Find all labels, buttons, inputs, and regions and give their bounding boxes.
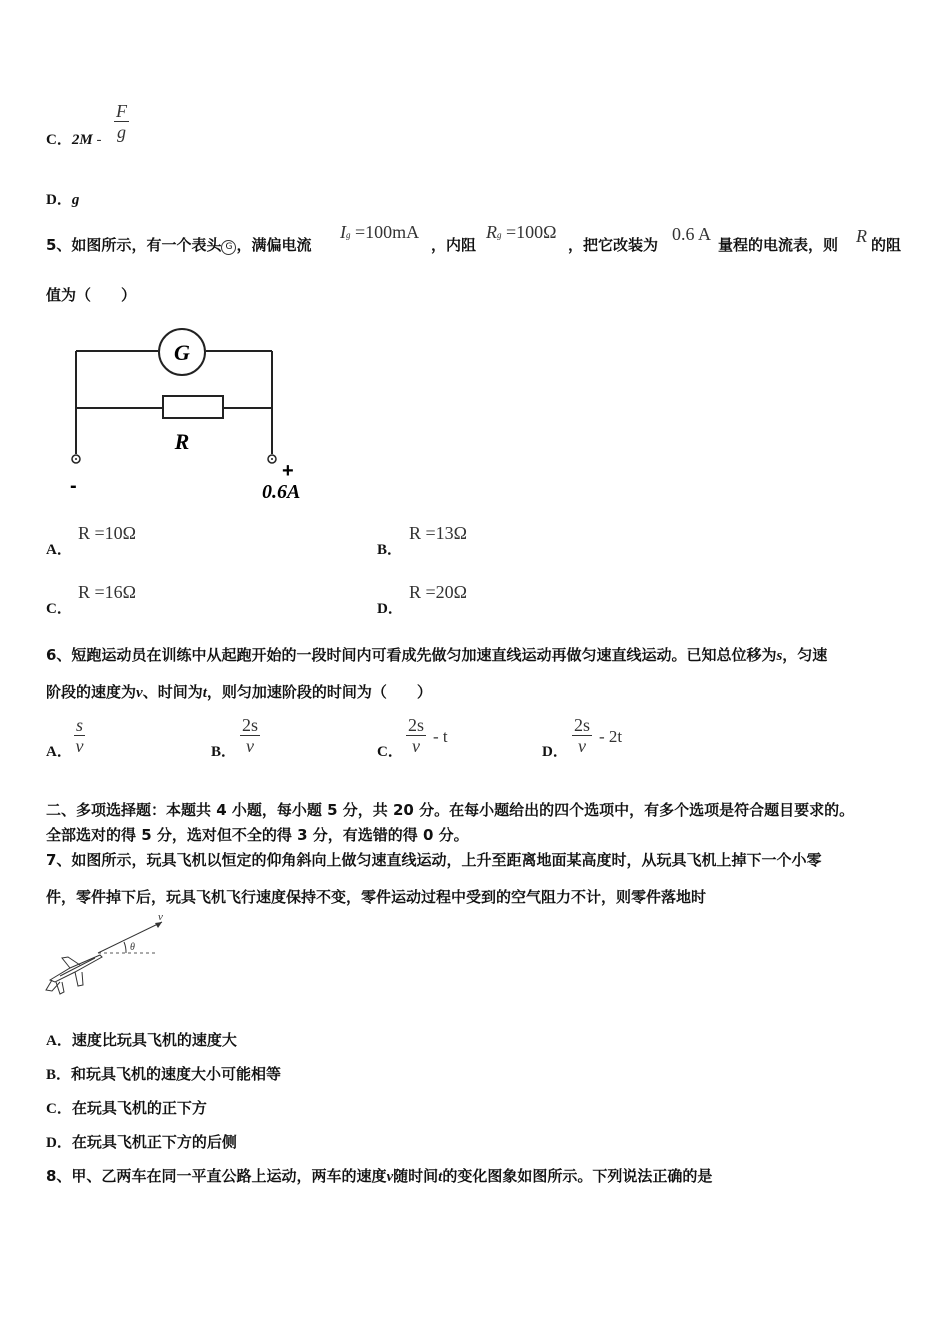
q8-v: v xyxy=(386,1169,394,1185)
q5-r-symbol: R xyxy=(856,226,867,246)
q6-line2-a: 阶段的速度为 xyxy=(46,683,137,701)
q6-option-b-fraction xyxy=(240,715,260,756)
q6-option-c-tail: - t xyxy=(433,727,448,746)
q4-option-d xyxy=(46,188,79,209)
q4-option-c-fraction xyxy=(114,101,129,142)
q6-option-a-label: A． xyxy=(46,744,72,760)
q6-option-d-num: 2s xyxy=(574,715,591,735)
q5-ig-sub: g xyxy=(346,230,351,240)
q4-option-c xyxy=(46,128,101,149)
minus-sign: - xyxy=(70,475,77,497)
q5-rg-symbol: R xyxy=(486,222,497,242)
q6-t: t xyxy=(202,685,207,701)
q7-option-c-text: 在玩具飞机的正下方 xyxy=(71,1099,207,1117)
q6-option-c-label: C． xyxy=(377,744,403,760)
q4-option-d-val: g xyxy=(71,192,80,208)
q5-option-b-label: B． xyxy=(377,542,403,558)
q6-line2-b: 、时间为 xyxy=(142,683,203,701)
q7-option-a-label: A． xyxy=(46,1033,72,1049)
resistor-box xyxy=(163,396,223,418)
q5-text-f: 的阻 xyxy=(871,236,902,254)
q5-ig-expr xyxy=(340,222,419,243)
q7-option-b xyxy=(46,1063,281,1084)
q5-option-c-expr: R =16Ω xyxy=(78,582,137,602)
resistor-label: R xyxy=(174,429,190,454)
q4-option-c-label: C． xyxy=(46,132,72,148)
q7-option-a-text: 速度比玩具飞机的速度大 xyxy=(71,1031,237,1049)
q5-rg-sub: g xyxy=(497,230,502,240)
q6-option-b-den: v xyxy=(246,736,254,756)
q5-option-b-expr: R =13Ω xyxy=(409,523,468,543)
q5-ig-value: =100mA xyxy=(355,222,420,242)
q7-stem-line1: 7、如图所示，玩具飞机以恒定的仰角斜向上做匀速直线运动，上升至距离地面某高度时，从玩具飞机上掉下一个小零 xyxy=(46,851,822,869)
q7-option-b-text: 和玩具飞机的速度大小可能相等 xyxy=(71,1065,282,1083)
range-label: 0.6A xyxy=(262,481,301,503)
galvanometer-label: G xyxy=(174,340,190,365)
q5-option-d-expr: R =20Ω xyxy=(409,582,468,602)
q6-option-b-num: 2s xyxy=(242,715,259,735)
q5-rg-value: =100Ω xyxy=(506,222,557,242)
q7-option-d xyxy=(46,1131,237,1152)
q6-option-d-den: v xyxy=(578,736,586,756)
angle-label: θ xyxy=(130,942,135,953)
q4-option-c-op: - xyxy=(96,132,102,148)
q6-s: s xyxy=(776,648,783,664)
q6-line1-b: ，匀速 xyxy=(782,646,828,664)
q6-option-a-den: v xyxy=(75,736,84,756)
q6-option-d-fraction xyxy=(572,715,592,756)
q6-line2-c: ，则匀加速阶段的时间为（ ） xyxy=(206,683,432,701)
plus-sign: + xyxy=(282,460,294,482)
circuit-diagram xyxy=(60,320,330,510)
q5-stem-line1 xyxy=(46,234,311,255)
q6-line1-a: 6、短跑运动员在训练中从起跑开始的一段时间内可看成先做匀加速直线运动再做匀速直线运动。已知总位移为 xyxy=(46,646,777,664)
q5-option-d-label: D． xyxy=(377,601,403,617)
q4-option-c-den: g xyxy=(117,122,126,142)
q6-option-c-den: v xyxy=(412,736,420,756)
q5-stem-line2: 值为（ ） xyxy=(46,286,137,304)
q6-option-d-label: D． xyxy=(542,744,568,760)
q8-text-b: 随时间 xyxy=(393,1167,439,1185)
q8-text-c: 的变化图象如图所示。下列说法正确的是 xyxy=(442,1167,713,1185)
q7-option-d-text: 在玩具飞机正下方的后侧 xyxy=(71,1133,237,1151)
q5-text-a: 5、如图所示，有一个表头 xyxy=(46,236,222,254)
q6-stem-line2 xyxy=(46,681,432,702)
toy-plane-icon xyxy=(46,955,102,994)
q5-text-b: ，满偏电流 xyxy=(236,236,312,254)
section2-line2: 全部选对的得 5 分，选对但不全的得 3 分，有选错的得 0 分。 xyxy=(46,826,469,844)
q5-text-e: 量程的电流表，则 xyxy=(718,236,839,254)
q5-rg-expr xyxy=(486,222,557,243)
q6-option-c-fraction xyxy=(406,715,426,756)
q5-option-a-label: A． xyxy=(46,542,72,558)
q6-stem-line1 xyxy=(46,644,827,665)
q6-option-a-fraction xyxy=(74,715,85,756)
q4-option-c-coef: 2M xyxy=(71,132,93,148)
q7-option-c xyxy=(46,1097,207,1118)
q6-option-a-num: s xyxy=(76,715,84,735)
q7-stem-line2: 件，零件掉下后，玩具飞机飞行速度保持不变，零件运动过程中受到的空气阻力不计，则零件落地时 xyxy=(46,888,707,906)
velocity-label: v xyxy=(158,911,163,923)
q8-text-a: 8、甲、乙两车在同一平直公路上运动，两车的速度 xyxy=(46,1167,387,1185)
q5-text-d: ，把它改装为 xyxy=(568,236,659,254)
galvanometer-symbol: G xyxy=(221,240,236,255)
q7-option-b-label: B． xyxy=(46,1067,72,1083)
q8-stem xyxy=(46,1165,712,1186)
q8-t: t xyxy=(438,1169,443,1185)
q6-v: v xyxy=(136,685,143,701)
q6-option-c-num: 2s xyxy=(408,715,425,735)
q5-option-c-label: C． xyxy=(46,601,72,617)
q7-option-c-label: C． xyxy=(46,1101,72,1117)
toy-plane-figure xyxy=(40,910,175,1005)
q7-option-a xyxy=(46,1029,237,1050)
q5-option-a-expr: R =10Ω xyxy=(78,523,137,543)
q7-option-d-label: D． xyxy=(46,1135,72,1151)
q5-range-value: 0.6 A xyxy=(672,224,712,244)
q6-option-d-tail: - 2t xyxy=(599,727,623,746)
section2-line1: 二、多项选择题：本题共 4 小题，每小题 5 分，共 20 分。在每小题给出的四个选项中，有多个选项是符合题目要求的。 xyxy=(46,801,855,819)
q5-ig-symbol: I xyxy=(340,222,346,242)
q4-option-c-num: F xyxy=(116,101,127,121)
q4-option-d-label: D． xyxy=(46,192,72,208)
q5-text-c: ，内阻 xyxy=(431,236,477,254)
angle-arc xyxy=(124,942,126,953)
q6-option-b-label: B． xyxy=(211,744,237,760)
